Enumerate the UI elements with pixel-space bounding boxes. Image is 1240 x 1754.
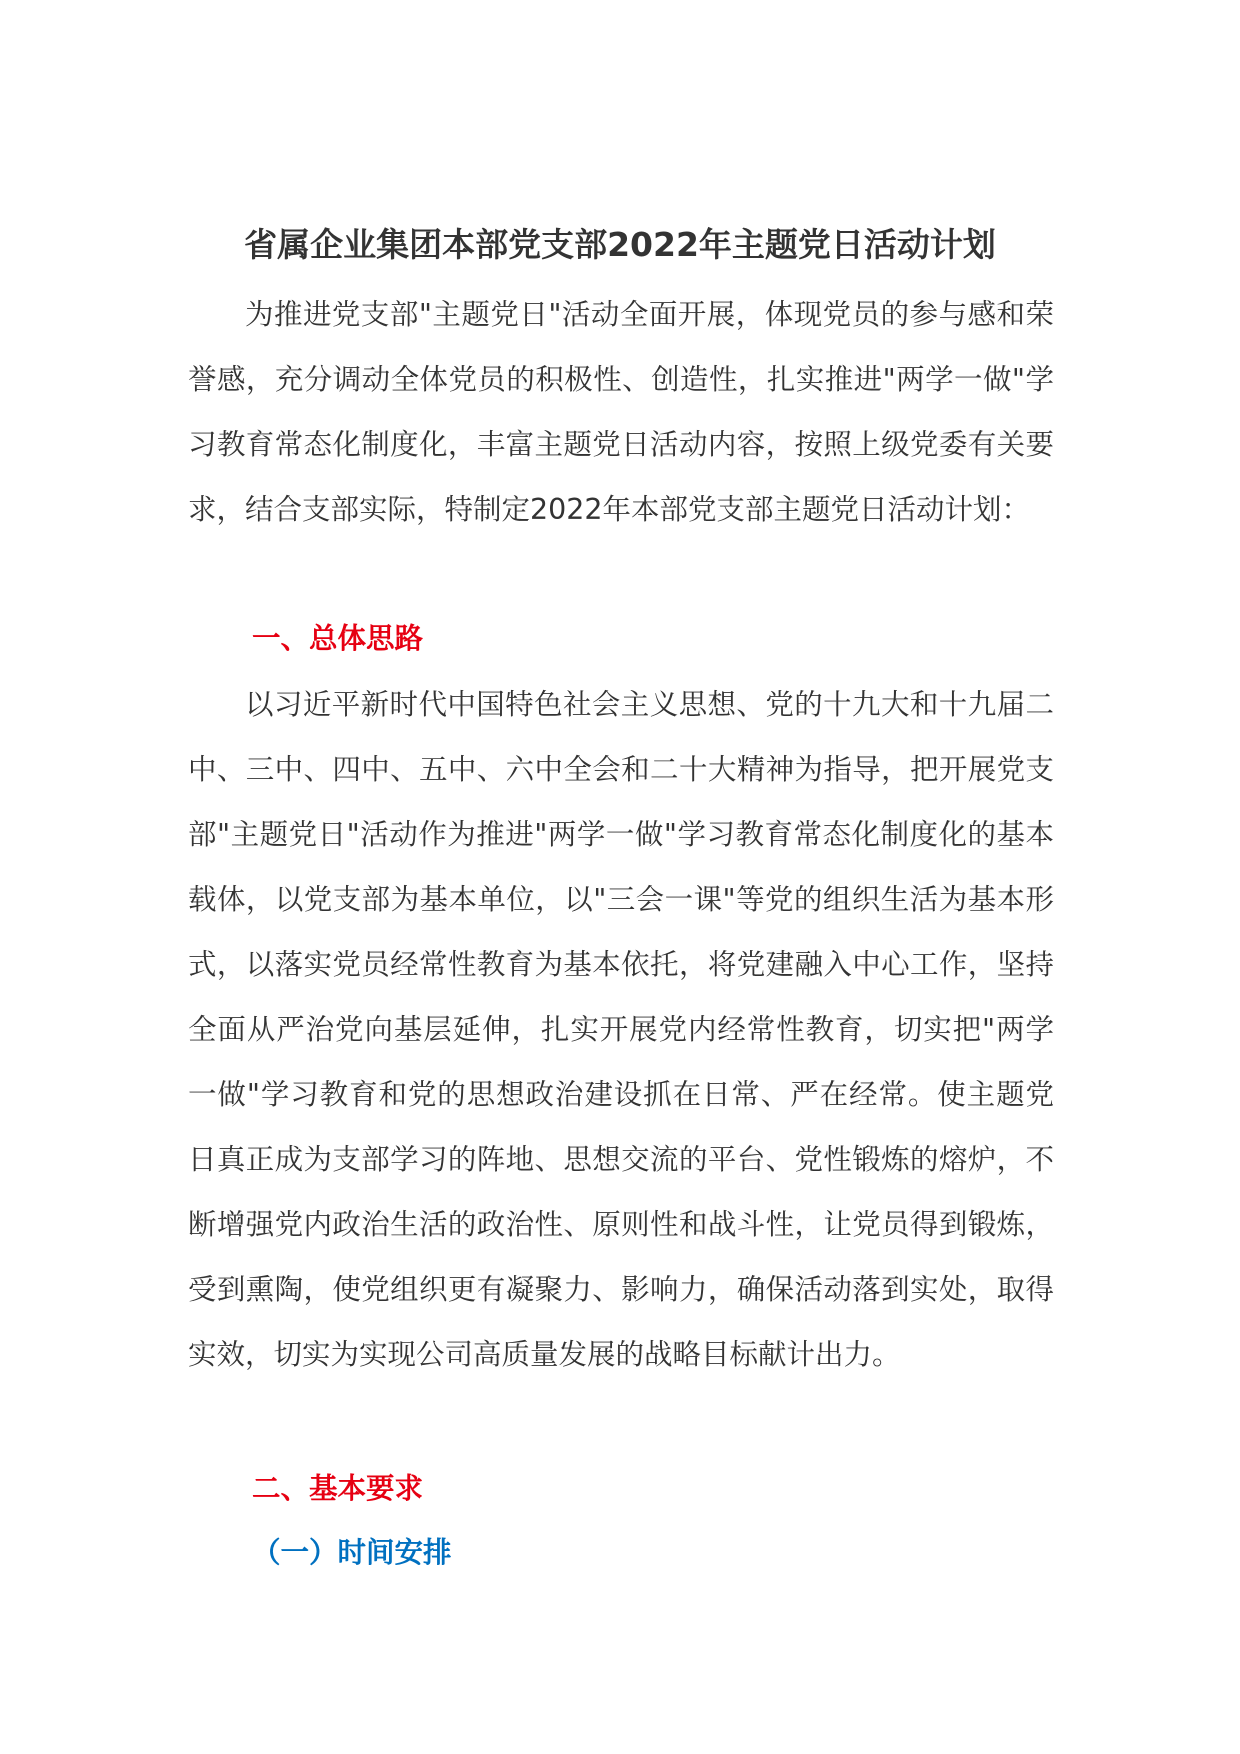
overall-approach-paragraph: 以习近平新时代中国特色社会主义思想、党的十九大和十九届二中、三中、四中、五中、六中全会和二十大精神为指导，把开展党支部"主题党日"活动作为推进"两学一做"学习教育常态化制度化的基本载体，以党支部为基本单位，以"三会一课"等党的组织生活为基本形式，以落实党员经常性教育为基本依托，将党建融入中心工作，坚持全面从严治党向基层延伸，扎实开展党内经常性教育，切实把"两学一做"学习教育和党的思想政治建设抓在日常、严在经常。使主题党日真正成为支部学习的阵地、思想交流的平台、党性锻炼的熔炉，不断增强党内政治生活的政治性、原则性和战斗性，让党员得到锻炼，受到熏陶，使党组织更有凝聚力、影响力，确保活动落到实处，取得实效，切实为实现公司高质量发展的战略目标献计出力。 bbox=[188, 688, 1054, 1371]
subsection-heading-schedule: （一）时间安排 bbox=[252, 1536, 452, 1569]
intro-paragraph: 为推进党支部"主题党日"活动全面开展，体现党员的参与感和荣誉感，充分调动全体党员的积极性、创造性，扎实推进"两学一做"学习教育常态化制度化，丰富主题党日活动内容，按照上级党委有关要求，结合支部实际，特制定2022年本部党支部主题党日活动计划： bbox=[188, 298, 1054, 526]
section-heading-basic-requirements: 二、基本要求 bbox=[252, 1472, 424, 1505]
document-title: 省属企业集团本部党支部2022年主题党日活动计划 bbox=[244, 225, 996, 265]
section-heading-overall-approach: 一、总体思路 bbox=[252, 622, 424, 655]
